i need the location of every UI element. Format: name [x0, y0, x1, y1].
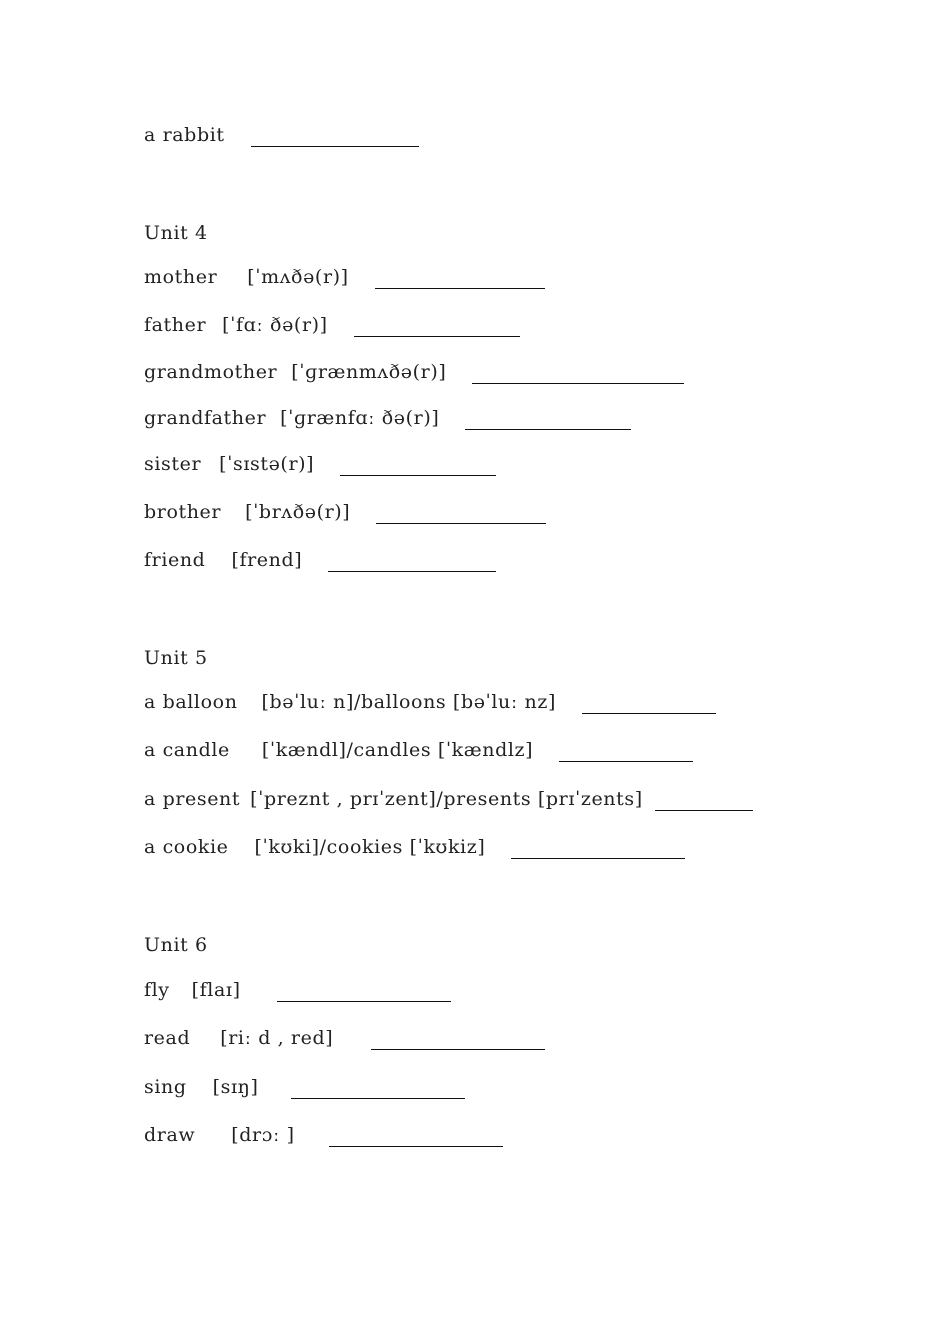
answer-blank[interactable]	[655, 809, 753, 811]
unit-heading: Unit 6	[144, 934, 208, 956]
phonetic: [ˈɡrænmʌðə(r)]	[291, 361, 447, 383]
answer-blank[interactable]	[251, 145, 419, 147]
phonetic: [ˈfɑː ðə(r)]	[222, 314, 328, 336]
vocab-row	[144, 1027, 545, 1057]
word: draw	[144, 1124, 196, 1146]
word: sister	[144, 453, 202, 475]
phonetic: [riː d , red]	[220, 1027, 334, 1049]
word: grandmother	[144, 361, 278, 383]
word: brother	[144, 501, 222, 523]
answer-blank[interactable]	[559, 760, 693, 762]
vocab-row	[144, 739, 693, 769]
vocab-row	[144, 124, 419, 154]
phonetic: [frend]	[231, 549, 303, 571]
word: a present	[144, 788, 241, 810]
phonetic: [bəˈluː n]/balloons [bəˈluː nz]	[261, 691, 556, 713]
answer-blank[interactable]	[472, 382, 684, 384]
answer-blank[interactable]	[291, 1097, 465, 1099]
vocab-row	[144, 549, 496, 579]
phonetic: [ˈkʊki]/cookies [ˈkʊkiz]	[254, 836, 486, 858]
vocab-row	[144, 407, 631, 437]
vocab-row	[144, 314, 520, 344]
phonetic: [ˈɡrænfɑː ðə(r)]	[280, 407, 440, 429]
vocab-row	[144, 361, 684, 391]
answer-blank[interactable]	[371, 1048, 545, 1050]
word: grandfather	[144, 407, 267, 429]
vocab-row	[144, 1076, 465, 1106]
word: fly	[144, 979, 170, 1001]
phonetic: [drɔː ]	[231, 1124, 295, 1146]
answer-blank[interactable]	[328, 570, 496, 572]
phonetic: [ˈbrʌðə(r)]	[245, 501, 351, 523]
word: read	[144, 1027, 191, 1049]
phonetic: [flaɪ]	[191, 979, 241, 1001]
word: friend	[144, 549, 206, 571]
vocab-row	[144, 501, 546, 531]
answer-blank[interactable]	[582, 712, 716, 714]
word: a candle	[144, 739, 230, 761]
word: a rabbit	[144, 124, 225, 146]
answer-blank[interactable]	[511, 857, 685, 859]
vocab-row	[144, 453, 496, 483]
answer-blank[interactable]	[354, 335, 520, 337]
answer-blank[interactable]	[376, 522, 546, 524]
vocab-row	[144, 788, 753, 818]
answer-blank[interactable]	[329, 1145, 503, 1147]
word: mother	[144, 266, 218, 288]
answer-blank[interactable]	[375, 287, 545, 289]
word: father	[144, 314, 207, 336]
phonetic: [sɪŋ]	[212, 1076, 259, 1098]
phonetic: [ˈsɪstə(r)]	[219, 453, 315, 475]
vocab-row	[144, 979, 451, 1009]
word: a cookie	[144, 836, 229, 858]
vocab-row	[144, 266, 545, 296]
vocab-row	[144, 836, 685, 866]
answer-blank[interactable]	[340, 474, 496, 476]
phonetic: [ˈmʌðə(r)]	[247, 266, 349, 288]
phonetic: [ˈkændl]/candles [ˈkændlz]	[261, 739, 534, 761]
phonetic: [ˈpreznt , prɪˈzent]/presents [prɪˈzents]	[250, 788, 643, 810]
word: sing	[144, 1076, 187, 1098]
unit-heading: Unit 4	[144, 222, 208, 244]
vocab-row	[144, 1124, 503, 1154]
vocab-row	[144, 691, 716, 721]
answer-blank[interactable]	[465, 428, 631, 430]
answer-blank[interactable]	[277, 1000, 451, 1002]
word: a balloon	[144, 691, 238, 713]
unit-heading: Unit 5	[144, 647, 208, 669]
